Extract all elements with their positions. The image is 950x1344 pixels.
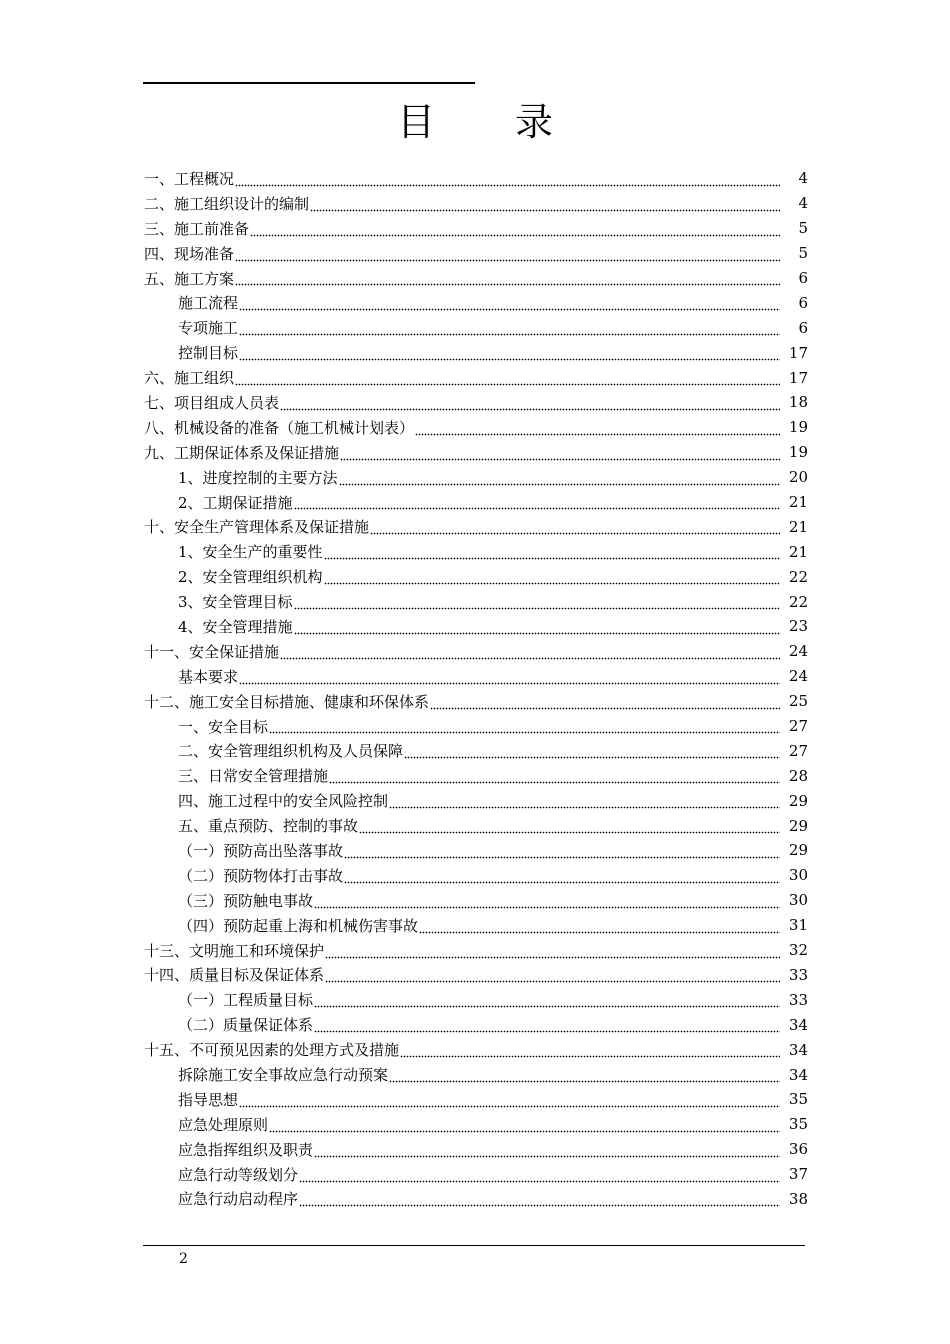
toc-entry-title: 五、施工方案: [144, 269, 235, 288]
toc-entry-title: 控制目标: [178, 344, 239, 363]
toc-entry-page: 19: [788, 443, 808, 462]
toc-dot-leader: [239, 680, 780, 686]
toc-entry-page: 35: [788, 1115, 808, 1134]
toc-entry[interactable]: [144, 1187, 808, 1212]
toc-dot-leader: [294, 605, 780, 611]
toc-dot-leader: [269, 1128, 780, 1134]
toc-entry-page: 33: [788, 990, 808, 1009]
toc-dot-leader: [404, 754, 780, 760]
toc-entry-title: 二、安全管理组织机构及人员保障: [178, 742, 404, 761]
toc-entry-page: 27: [788, 717, 808, 736]
toc-entry-page: 17: [788, 368, 808, 387]
toc-entry-title: （三）预防触电事故: [178, 891, 314, 910]
toc-entry-title: 八、机械设备的准备（施工机械计划表）: [144, 418, 415, 437]
toc-entry[interactable]: [144, 191, 808, 216]
toc-entry-page: 27: [788, 741, 808, 760]
toc-entry[interactable]: [144, 390, 808, 415]
toc-entry[interactable]: [144, 1037, 808, 1062]
toc-dot-leader: [239, 356, 780, 362]
toc-entry-title: 三、日常安全管理措施: [178, 767, 329, 786]
toc-entry-page: 5: [798, 219, 808, 238]
toc-entry[interactable]: [144, 738, 808, 763]
toc-entry[interactable]: [144, 1162, 808, 1187]
toc-entry-page: 23: [788, 617, 808, 636]
toc-entry-title: 六、施工组织: [144, 369, 235, 388]
page-title: 目 录: [396, 100, 588, 144]
toc-entry-page: 32: [788, 941, 808, 960]
toc-dot-leader: [280, 406, 780, 412]
toc-dot-leader: [324, 555, 780, 561]
toc-entry[interactable]: [144, 465, 808, 490]
toc-entry[interactable]: [144, 440, 808, 465]
toc-entry[interactable]: [144, 1087, 808, 1112]
toc-entry-title: 九、工期保证体系及保证措施: [144, 443, 340, 462]
toc-entry[interactable]: [144, 788, 808, 813]
toc-dot-leader: [389, 804, 780, 810]
toc-entry-title: 2、安全管理组织机构: [178, 568, 323, 587]
toc-entry-title: 应急行动等级划分: [178, 1165, 299, 1184]
toc-entry-page: 6: [798, 269, 808, 287]
toc-dot-leader: [430, 705, 780, 711]
toc-entry[interactable]: [144, 539, 808, 564]
toc-entry[interactable]: [144, 290, 808, 315]
toc-entry-page: 21: [788, 542, 808, 561]
toc-dot-leader: [314, 1003, 780, 1009]
toc-dot-leader: [400, 1053, 780, 1059]
toc-entry-page: 38: [788, 1189, 808, 1208]
toc-dot-leader: [280, 655, 780, 661]
header-rule: [143, 82, 475, 84]
toc-dot-leader: [310, 207, 780, 213]
toc-dot-leader: [324, 580, 780, 586]
toc-dot-leader: [235, 281, 780, 287]
toc-entry-page: 17: [788, 343, 808, 362]
toc-dot-leader: [250, 232, 780, 238]
toc-entry-title: （一）工程质量目标: [178, 991, 314, 1010]
toc-entry-title: 五、重点预防、控制的事故: [178, 817, 359, 836]
toc-dot-leader: [344, 854, 780, 860]
toc-entry-title: 十、安全生产管理体系及保证措施: [144, 518, 370, 537]
toc-entry-title: 一、安全目标: [178, 717, 269, 736]
toc-dot-leader: [344, 879, 780, 885]
toc-entry-page: 18: [788, 393, 808, 412]
toc-entry-title: 七、项目组成人员表: [144, 393, 280, 412]
toc-entry[interactable]: [144, 938, 808, 963]
toc-entry-page: 22: [788, 567, 808, 586]
toc-dot-leader: [299, 1202, 780, 1208]
toc-entry-page: 25: [788, 692, 808, 711]
toc-entry-page: 4: [798, 194, 808, 213]
toc-entry-title: 十五、不可预见因素的处理方式及措施: [144, 1041, 400, 1060]
toc-dot-leader: [235, 381, 780, 387]
toc-entry-page: 31: [788, 916, 808, 935]
toc-dot-leader: [239, 331, 780, 337]
toc-entry-title: 三、施工前准备: [144, 219, 250, 238]
toc-dot-leader: [339, 481, 780, 487]
toc-dot-leader: [239, 306, 780, 312]
toc-dot-leader: [325, 978, 780, 984]
toc-entry-title: （二）质量保证体系: [178, 1016, 314, 1035]
toc-entry-title: 基本要求: [178, 667, 239, 686]
toc-dot-leader: [299, 1178, 780, 1184]
toc-entry-title: 应急行动启动程序: [178, 1190, 299, 1209]
toc-dot-leader: [325, 954, 780, 960]
toc-entry[interactable]: [144, 1012, 808, 1037]
toc-entry[interactable]: [144, 340, 808, 365]
toc-dot-leader: [239, 1103, 780, 1109]
toc-entry-page: 24: [788, 667, 808, 686]
toc-dot-leader: [314, 1153, 780, 1159]
toc-entry[interactable]: [144, 813, 808, 838]
toc-entry-page: 29: [788, 791, 808, 810]
toc-entry-page: 29: [788, 841, 808, 860]
toc-entry-page: 30: [788, 866, 808, 885]
toc-dot-leader: [415, 431, 780, 437]
toc-entry-page: 34: [788, 1015, 808, 1034]
toc-entry-page: 36: [788, 1140, 808, 1159]
toc-entry[interactable]: [144, 1062, 808, 1087]
toc-entry-title: 十三、文明施工和环境保护: [144, 941, 325, 960]
toc-entry[interactable]: [144, 1112, 808, 1137]
toc-entry-title: 施工流程: [178, 294, 239, 313]
toc-entry-page: 5: [798, 244, 808, 263]
toc-entry-page: 6: [798, 293, 808, 312]
footer-rule: [143, 1245, 805, 1246]
toc-dot-leader: [389, 1078, 780, 1084]
toc-entry-title: 指导思想: [178, 1090, 239, 1109]
toc-entry-page: 22: [788, 592, 808, 611]
toc-entry-page: 30: [788, 891, 808, 910]
toc-dot-leader: [340, 456, 780, 462]
toc-entry[interactable]: [144, 514, 808, 539]
toc-entry-title: 二、施工组织设计的编制: [144, 194, 310, 213]
toc-entry-title: 1、进度控制的主要方法: [178, 468, 338, 487]
toc-entry-title: （一）预防高出坠落事故: [178, 841, 344, 860]
toc-entry-page: 28: [788, 766, 808, 785]
toc-entry-title: 十四、质量目标及保证体系: [144, 966, 325, 985]
toc-entry-title: 专项施工: [178, 319, 239, 338]
toc-entry[interactable]: [144, 863, 808, 888]
toc-entry[interactable]: [144, 614, 808, 639]
toc-entry[interactable]: [144, 689, 808, 714]
toc-entry-title: 十一、安全保证措施: [144, 642, 280, 661]
toc-entry-title: 3、安全管理目标: [178, 593, 293, 612]
toc-entry-page: 35: [788, 1090, 808, 1109]
toc-entry-page: 34: [788, 1040, 808, 1059]
toc-entry-title: 四、施工过程中的安全风险控制: [178, 792, 389, 811]
toc-entry[interactable]: [144, 963, 808, 988]
toc-dot-leader: [359, 829, 780, 835]
toc-dot-leader: [294, 505, 780, 511]
toc-entry-title: 1、安全生产的重要性: [178, 543, 323, 562]
toc-entry[interactable]: [144, 888, 808, 913]
toc-entry[interactable]: [144, 763, 808, 788]
toc-entry-title: （二）预防物体打击事故: [178, 866, 344, 885]
toc-entry[interactable]: [144, 241, 808, 266]
toc-entry[interactable]: [144, 490, 808, 515]
toc-dot-leader: [419, 929, 780, 935]
toc-entry-page: 21: [788, 517, 808, 536]
toc-entry-page: 4: [798, 169, 808, 188]
toc-entry[interactable]: [144, 639, 808, 664]
toc-dot-leader: [329, 779, 780, 785]
toc-entry[interactable]: [144, 365, 808, 390]
toc-dot-leader: [314, 904, 780, 910]
toc-entry[interactable]: [144, 216, 808, 241]
toc-entry[interactable]: [144, 1137, 808, 1162]
toc-entry-page: 24: [788, 642, 808, 661]
toc-entry-title: 拆除施工安全事故应急行动预案: [178, 1066, 389, 1084]
toc-entry-title: 2、工期保证措施: [178, 493, 293, 512]
table-of-contents: [144, 166, 808, 1211]
toc-dot-leader: [235, 182, 780, 188]
toc-dot-leader: [370, 530, 780, 536]
toc-entry-title: 应急处理原则: [178, 1115, 269, 1134]
toc-entry-page: 20: [788, 468, 808, 487]
toc-entry[interactable]: [144, 266, 808, 291]
toc-entry-title: 十二、施工安全目标措施、健康和环保体系: [144, 692, 430, 711]
toc-entry[interactable]: [144, 589, 808, 614]
toc-dot-leader: [294, 630, 780, 636]
toc-entry-page: 34: [788, 1065, 808, 1084]
toc-entry-page: 19: [788, 418, 808, 437]
page-number: 2: [179, 1251, 188, 1267]
toc-entry-title: 应急指挥组织及职责: [178, 1140, 314, 1159]
toc-entry-title: 四、现场准备: [144, 244, 235, 263]
toc-entry[interactable]: [144, 315, 808, 340]
toc-entry[interactable]: [144, 166, 808, 191]
toc-entry[interactable]: [144, 564, 808, 589]
toc-entry-page: 33: [788, 965, 808, 984]
toc-entry[interactable]: [144, 913, 808, 938]
toc-dot-leader: [235, 257, 780, 263]
toc-entry[interactable]: [144, 987, 808, 1012]
toc-entry-title: 4、安全管理措施: [178, 617, 293, 636]
toc-entry[interactable]: [144, 838, 808, 863]
toc-entry[interactable]: [144, 714, 808, 739]
toc-entry-page: 29: [788, 816, 808, 835]
toc-entry-title: （四）预防起重上海和机械伤害事故: [178, 916, 419, 935]
toc-dot-leader: [269, 729, 780, 735]
toc-entry[interactable]: [144, 664, 808, 689]
toc-entry-page: 21: [788, 493, 808, 512]
toc-dot-leader: [314, 1028, 780, 1034]
toc-entry-page: 6: [798, 318, 808, 337]
toc-entry-title: 一、工程概况: [144, 169, 235, 188]
toc-entry-page: 37: [788, 1165, 808, 1184]
toc-entry[interactable]: [144, 415, 808, 440]
